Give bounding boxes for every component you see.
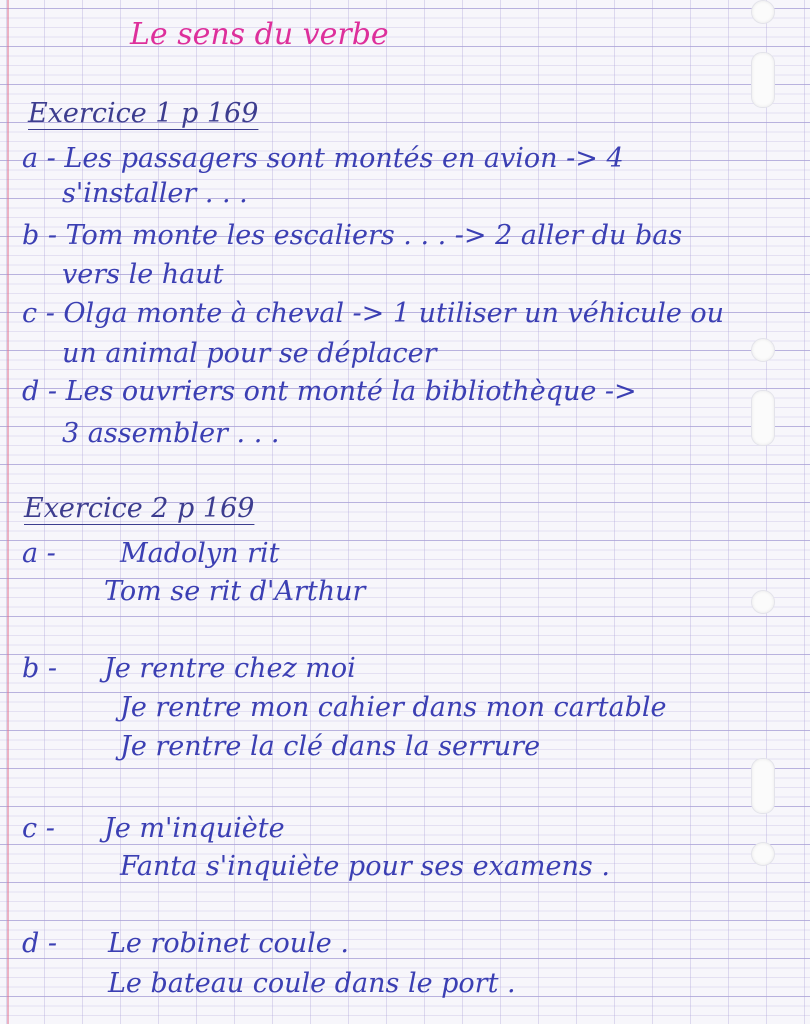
binder-slot — [751, 758, 775, 814]
ex2-letter-d: d - — [22, 928, 57, 959]
ex2-b-sentence-1: Je rentre chez moi — [104, 653, 356, 684]
margin-line — [7, 0, 9, 1024]
ex1-line-d-cont: 3 assembler . . . — [62, 418, 280, 449]
ex2-d-sentence-2: Le bateau coule dans le port . — [108, 968, 516, 999]
ex1-line-d: d - Les ouvriers ont monté la bibliothèque -> — [22, 376, 637, 407]
binder-hole — [751, 338, 775, 362]
binder-slot — [751, 390, 775, 446]
ex2-c-sentence-2: Fanta s'inquiète pour ses examens . — [120, 851, 610, 882]
binder-slot — [751, 52, 775, 108]
ex1-line-a-cont: s'installer . . . — [62, 178, 248, 209]
ex1-line-b-cont: vers le haut — [62, 259, 224, 290]
ex1-line-c-cont: un animal pour se déplacer — [62, 338, 437, 369]
ex2-letter-a: a - — [22, 538, 56, 569]
binder-hole — [751, 0, 775, 24]
ex2-b-sentence-3: Je rentre la clé dans la serrure — [120, 731, 541, 762]
ex2-letter-b: b - — [22, 653, 57, 684]
ex1-line-c: c - Olga monte à cheval -> 1 utiliser un véhicule ou — [22, 298, 725, 329]
ex2-a-sentence-2: Tom se rit d'Arthur — [104, 576, 366, 607]
ex2-letter-c: c - — [22, 813, 55, 844]
ex2-d-sentence-1: Le robinet coule . — [108, 928, 349, 959]
ex1-line-a: a - Les passagers sont montés en avion -> 4 — [22, 143, 624, 174]
ex2-b-sentence-2: Je rentre mon cahier dans mon cartable — [120, 692, 667, 723]
exercise-1-heading: Exercice 1 p 169 — [28, 98, 259, 129]
binder-hole — [751, 590, 775, 614]
page-title: Le sens du verbe — [130, 17, 389, 52]
binder-hole — [751, 842, 775, 866]
ex2-c-sentence-1: Je m'inquiète — [104, 813, 285, 844]
exercise-2-heading: Exercice 2 p 169 — [24, 493, 255, 524]
ex2-a-sentence-1: Madolyn rit — [120, 538, 280, 569]
ex1-line-b: b - Tom monte les escaliers . . . -> 2 aller du bas — [22, 220, 683, 251]
